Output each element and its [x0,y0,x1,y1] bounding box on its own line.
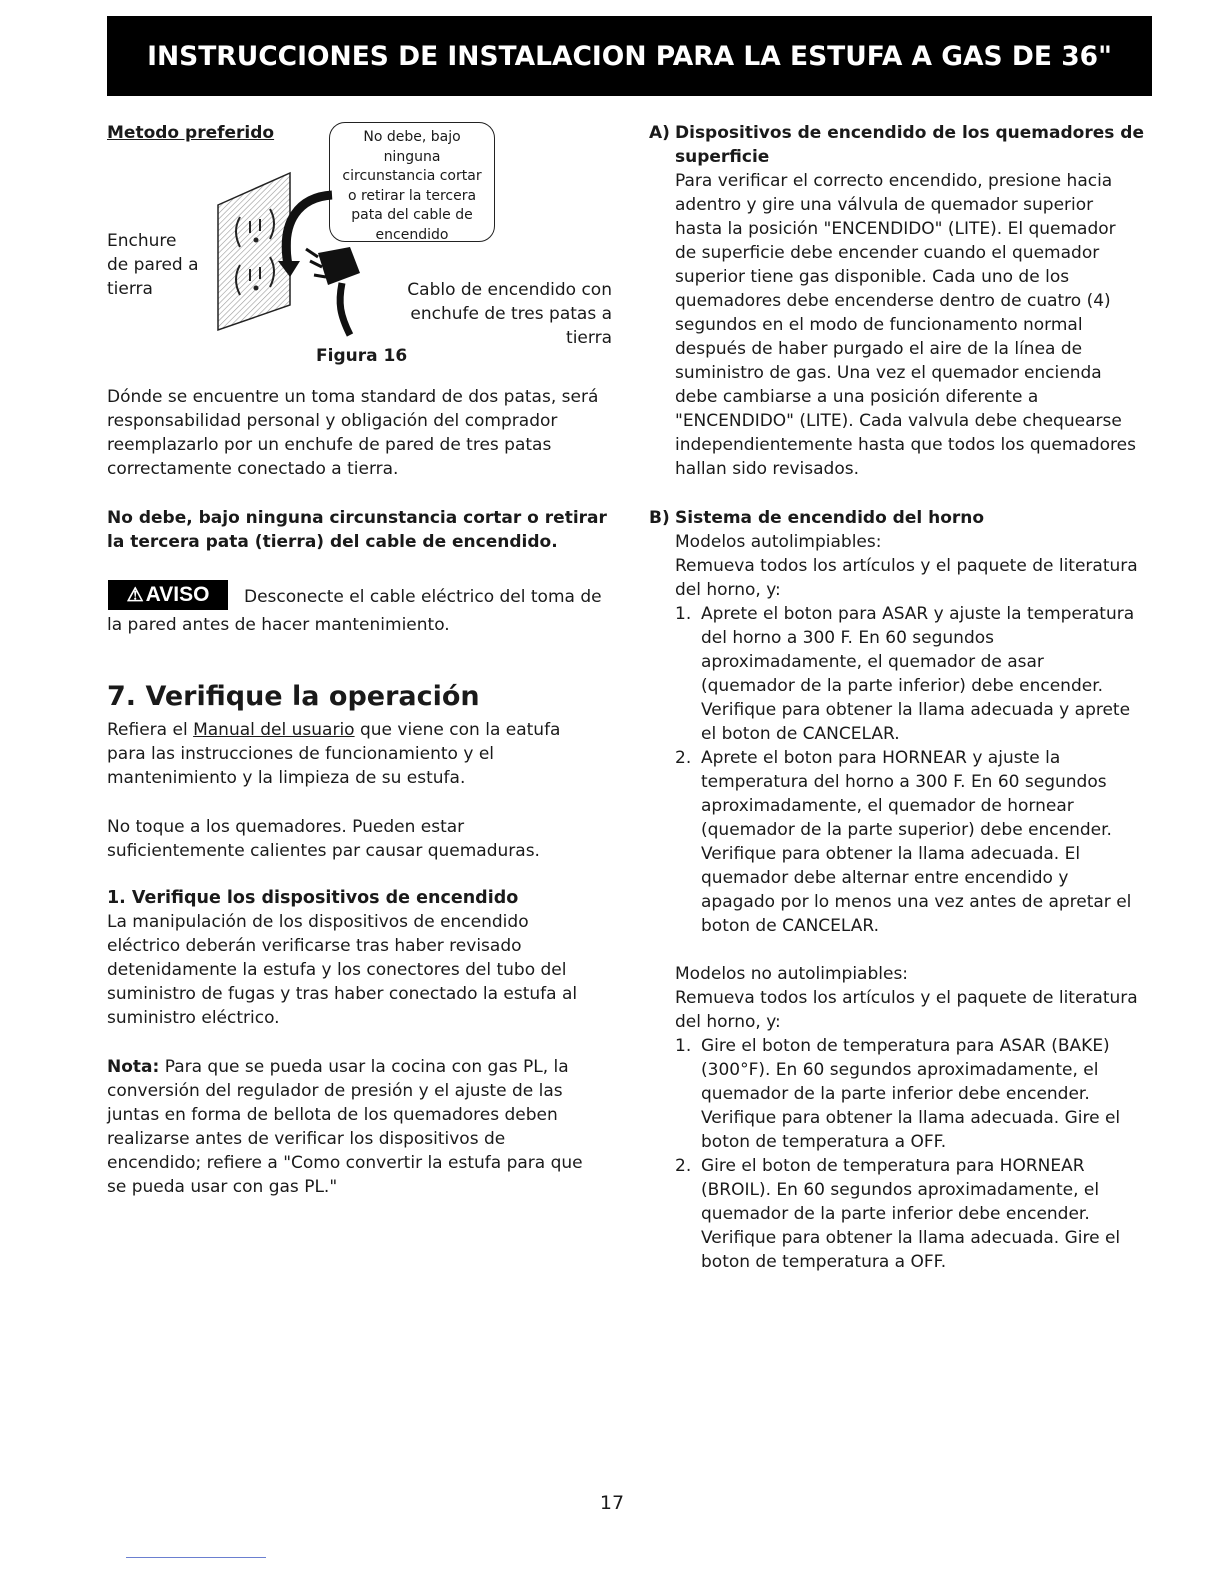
nota-first: Para que se pueda usar la cocina con gas PL, la [159,1057,569,1077]
body-text-line: Para verificar el correcto encendido, presione hacia [675,171,1113,191]
footer-divider [126,1557,266,1558]
body-text-line: debe cambiarse a una posición diferente a [675,387,1039,407]
list-item-line: (quemador de la parte superior) debe encender. [701,820,1112,840]
list-item-line: Verifique para obtener la llama adecuada. Gire el [701,1228,1121,1248]
body-text-line: conversión del regulador de presión y el ajuste de las [107,1081,563,1101]
ref-prefix: Refiera el [107,720,194,740]
ref-suffix: que viene con la eatufa [354,720,561,740]
body-text-line: hallan sido revisados. [675,459,859,479]
cord-label-line: enchufe de tres patas a [410,304,612,324]
body-text-line: adentro y gire una válvula de quemador superior [675,195,1094,215]
body-text-line: No toque a los quemadores. Pueden estar [107,817,465,837]
list-item-line: quemador de la parte inferior debe encender. [701,1084,1090,1104]
list-number: 1. [675,604,692,624]
body-text-line [107,718,560,742]
body-text-line: quemadores debe encenderse dentro de cuatro (4) [675,291,1111,311]
body-text-line: encendido; refiere a "Como convertir la estufa para que [107,1153,583,1173]
callout-line: o retirar la tercera [347,187,477,204]
list-number: 2. [675,1156,692,1176]
body-text-line: hasta la posición "ENCENDIDO" (LITE). El quemador [675,219,1116,239]
list-item-line: Aprete el boton para HORNEAR y ajuste la [701,748,1061,768]
cord-label-line: Cablo de encendido con [407,280,612,300]
aviso-text-line: Desconecte el cable eléctrico del toma de [244,587,602,607]
body-text-line: Dónde se encuentre un toma standard de dos patas, será [107,387,599,407]
body-text-line: Modelos autolimpiables: [675,532,882,552]
list-item-line: Verifique para obtener la llama adecuada. El [701,844,1081,864]
body-text-line: suficientemente calientes par causar quemaduras. [107,841,540,861]
aviso-text-line: la pared antes de hacer mantenimiento. [107,615,450,635]
list-item-line: Verifique para obtener la llama adecuada y aprete [701,700,1131,720]
list-item-line: boton de temperatura a OFF. [701,1252,947,1272]
list-number: 2. [675,748,692,768]
body-text-line: La manipulación de los dispositivos de encendido [107,912,529,932]
aviso-badge [108,580,228,610]
outlet-label-line: Enchure [107,231,177,251]
body-text-line: suministro eléctrico. [107,1008,280,1028]
body-text-line: segundos en el modo de funcionamento normal [675,315,1083,335]
list-item-line: boton de temperatura a OFF. [701,1132,947,1152]
body-text-line: realizarse antes de verificar los dispositivos de [107,1129,506,1149]
outlet-plug-illustration [210,165,390,345]
subsection-1-title: 1. Verifique los dispositivos de encendido [107,888,519,908]
section-7-title: 7. Verifique la operación [107,681,480,712]
nota-label: Nota: [107,1057,160,1077]
list-item-line: (BROIL). En 60 segundos aproximadamente, el [701,1180,1100,1200]
page-header-banner [107,16,1152,96]
body-text-line: eléctrico deberán verificarse tras haber revisado [107,936,522,956]
list-item-line: (quemador de la parte inferior) debe encender. [701,676,1104,696]
figure-caption: Figura 16 [316,346,408,366]
list-item-line: el boton de CANCELAR. [701,724,900,744]
page-header-title: INSTRUCCIONES DE INSTALACION PARA LA ESTUFA A GAS DE 36" [147,40,1112,72]
callout-line: encendido [375,226,449,243]
body-text-line: suministro de gas. Una vez el quemador encienda [675,363,1102,383]
list-item-line: Verifique para obtener la llama adecuada. Gire el [701,1108,1121,1128]
body-text-line: para las instrucciones de funcionamiento y el [107,744,494,764]
item-a-title: superficie [675,147,770,167]
body-text-line: mantenimiento y la limpieza de su estufa. [107,768,466,788]
body-text-line: "ENCENDIDO" (LITE). Cada valvula debe chequearse [675,411,1122,431]
page-number: 17 [599,1492,625,1514]
manual-link[interactable]: Manual del usuario [193,720,355,740]
cord-label-line: tierra [566,328,612,348]
body-text-line: del horno, y: [675,580,781,600]
body-text-line: del horno, y: [675,1012,781,1032]
list-item-line: apagado por lo menos una vez antes de apretar el [701,892,1132,912]
list-item-line: aproximadamente, el quemador de asar [701,652,1044,672]
list-item-line: boton de CANCELAR. [701,916,880,936]
body-text-line: suministro de fugas y tras haber conectado la estufa al [107,984,578,1004]
outlet-label-line: tierra [107,279,153,299]
nota-line [107,1055,569,1079]
body-text-line: se pueda usar con gas PL." [107,1177,338,1197]
list-item-line: Gire el boton de temperatura para HORNEAR [701,1156,1085,1176]
body-text-line: Modelos no autolimpiables: [675,964,909,984]
body-text-line: juntas en forma de bellota de los quemadores deben [107,1105,558,1125]
bold-warning-line: No debe, bajo ninguna circunstancia cortar o retirar [107,508,607,528]
body-text-line: de superficie debe encender cuando el quemador [675,243,1100,263]
list-item-line: quemador de la parte inferior debe encender. [701,1204,1090,1224]
callout-line: circunstancia cortar [342,168,482,184]
outlet-label-line: de pared a [107,255,199,275]
body-text-line: Remueva todos los artículos y el paquete de literatura [675,988,1138,1008]
item-a-label: A) [649,123,670,143]
list-item-line: aproximadamente, el quemador de hornear [701,796,1074,816]
body-text-line: correctamente conectado a tierra. [107,459,399,479]
body-text-line: reemplazarlo por un enchufe de pared de tres patas [107,435,552,455]
list-item-line: quemador debe alternar entre encendido y [701,868,1069,888]
callout-line: No debe, bajo [363,129,461,145]
body-text-line: detenidamente la estufa y los conectores del tubo del [107,960,567,980]
callout-line: pata del cable de [351,207,473,223]
item-a-title: Dispositivos de encendido de los quemadores de [675,123,1144,143]
list-number: 1. [675,1036,692,1056]
list-item-line: (300°F). En 60 segundos aproximadamente, el [701,1060,1099,1080]
body-text-line: Remueva todos los artículos y el paquete de literatura [675,556,1138,576]
list-item-line: Gire el boton de temperatura para ASAR (BAKE) [701,1036,1110,1056]
body-text-line: responsabilidad personal y obligación del comprador [107,411,558,431]
body-text-line: independientemente hasta que todos los quemadores [675,435,1136,455]
list-item-line: del horno a 300 F. En 60 segundos [701,628,995,648]
figure-heading: Metodo preferido [107,123,275,143]
body-text-line: después de haber purgado el aire de la línea de [675,339,1083,359]
item-b-title: Sistema de encendido del horno [675,508,985,528]
item-b-label: B) [649,508,670,528]
callout-line: ninguna [383,148,441,165]
bold-warning-line: la tercera pata (tierra) del cable de encendido. [107,532,558,552]
warning-triangle-icon: ⚠ [126,584,144,606]
body-text-line: superior tiene gas disponible. Cada uno de los [675,267,1070,287]
aviso-badge-label: AVISO [145,583,210,606]
list-item-line: temperatura del horno a 300 F. En 60 segundos [701,772,1107,792]
list-item-line: Aprete el boton para ASAR y ajuste la temperatura [701,604,1135,624]
